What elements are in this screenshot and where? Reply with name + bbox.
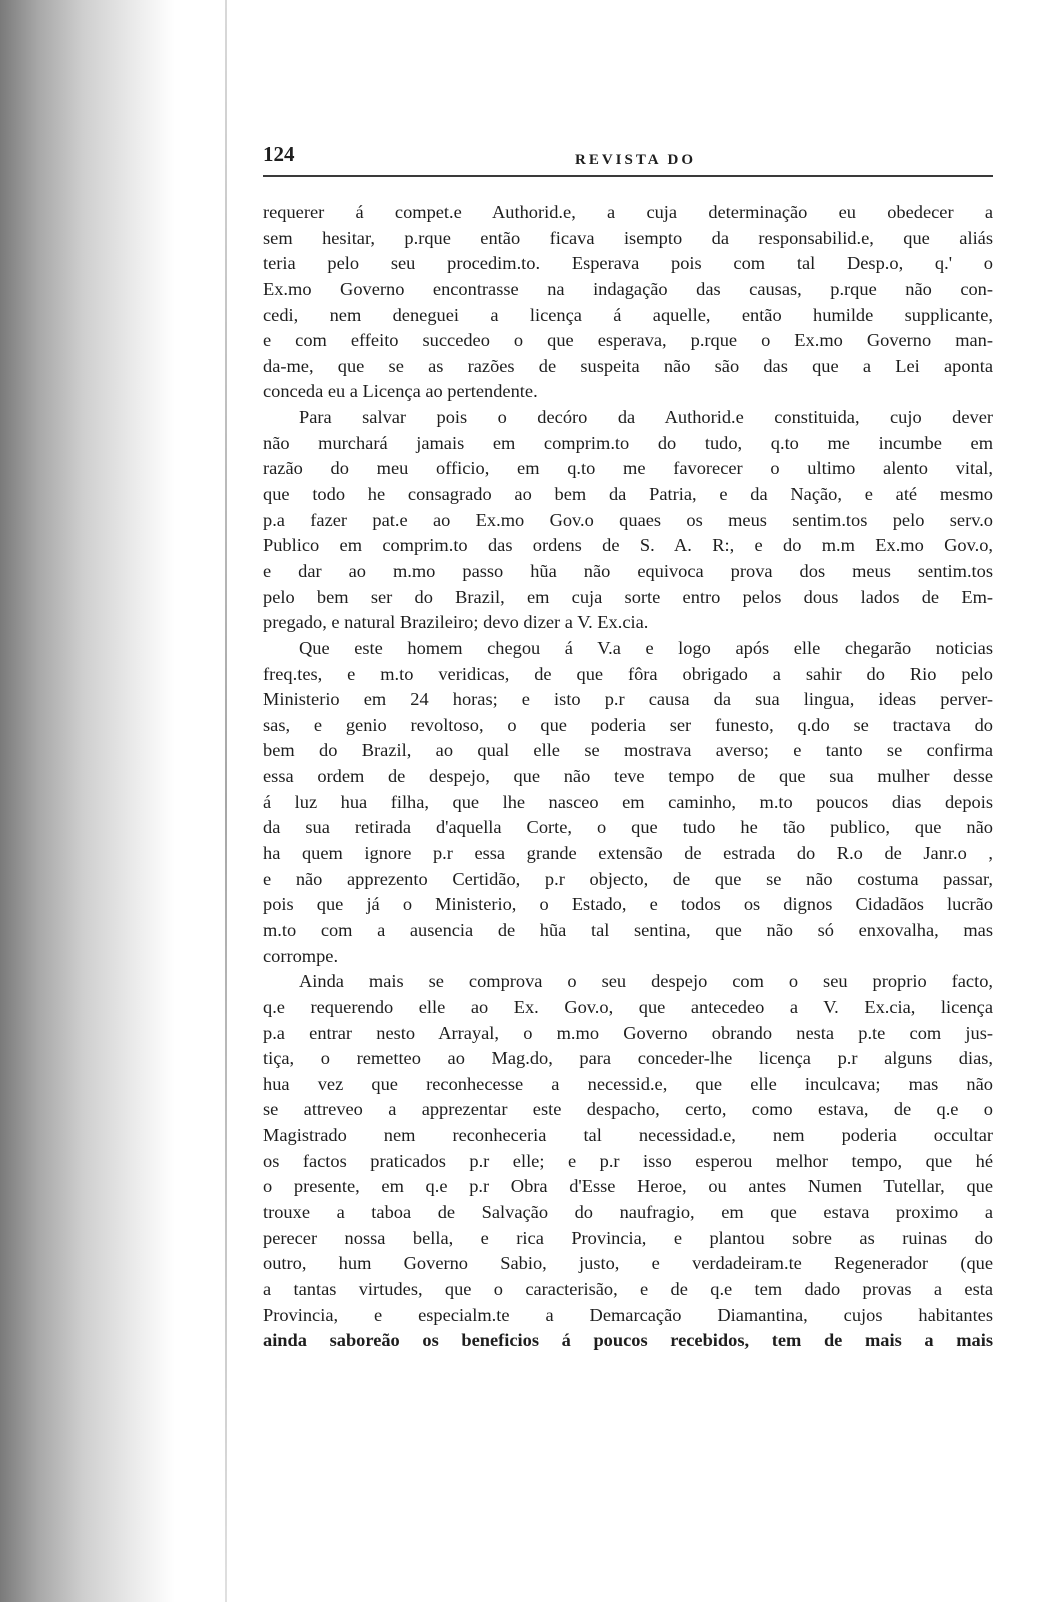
- text-line: sas, e genio revoltoso, o que poderia ser funesto, q.do se tractava do: [263, 714, 993, 735]
- page-header: [263, 142, 993, 178]
- text-line: requerer á compet.e Authorid.e, a cuja determinação eu obedecer a: [263, 202, 993, 222]
- running-title: REVISTA DO: [575, 152, 696, 168]
- text-line: não murchará jamais em comprim.to do tudo, q.to me incumbe em: [263, 432, 993, 453]
- text-line: Ministerio em 24 horas; e isto p.r causa da sua lingua, ideas perver-: [263, 689, 993, 710]
- body-text: [263, 200, 993, 1354]
- text-line: da-me, que se as razões de suspeita não são das que a Lei aponta: [263, 355, 993, 376]
- text-line: hua vez que reconhecesse a necessid.e, que elle inculcava; mas não: [263, 1073, 993, 1094]
- text-line: ainda saboreão os beneficios á poucos recebidos, tem de mais a mais: [263, 1330, 993, 1351]
- text-line: Provincia, e especialm.te a Demarcação Diamantina, cujos habitantes: [263, 1304, 993, 1325]
- text-line: Ex.mo Governo encontrasse na indagação das causas, p.rque não con-: [263, 278, 993, 299]
- text-line: razão do meu officio, em q.to me favorecer o ultimo alento vital,: [263, 458, 993, 479]
- text-line: p.a entrar nesto Arrayal, o m.mo Governo obrando nesta p.te com jus-: [263, 1022, 993, 1043]
- text-line: Para salvar pois o decóro da Authorid.e constituida, cujo dever: [299, 407, 993, 428]
- text-line: trouxe a taboa de Salvação do naufragio, em que estava proximo a: [263, 1201, 993, 1222]
- text-line: Publico em comprim.to das ordens de S. A. R:, e do m.m Ex.mo Gov.o,: [263, 535, 993, 556]
- text-line: os factos praticados p.r elle; e p.r isso esperou melhor tempo, que hé: [263, 1150, 993, 1171]
- text-line: pelo bem ser do Brazil, em cuja sorte entro pelos dous lados de Em-: [263, 586, 993, 607]
- text-line: p.a fazer pat.e ao Ex.mo Gov.o quaes os meus sentim.tos pelo serv.o: [263, 509, 993, 530]
- text-line: ha quem ignore p.r essa grande extensão de estrada do R.o de Janr.o ,: [263, 843, 993, 864]
- text-line: á luz hua filha, que lhe nasceo em caminho, m.to poucos dias depois: [263, 791, 993, 812]
- text-line: cedi, nem deneguei a licença á aquelle, então humilde supplicante,: [263, 304, 993, 325]
- text-line: freq.tes, e m.to veridicas, de que fôra obrigado a sahir do Rio pelo: [263, 663, 993, 684]
- text-line: outro, hum Governo Sabio, justo, e verdadeiram.te Regenerador (que: [263, 1253, 993, 1274]
- text-line: se attreveo a apprezentar este despacho, certo, como estava, de q.e o: [263, 1099, 993, 1120]
- text-line: e não apprezento Certidão, p.r objecto, de que se não costuma passar,: [263, 868, 993, 889]
- text-line: essa ordem de despejo, que não teve tempo de que sua mulher desse: [263, 766, 993, 787]
- text-line: corrompe.: [263, 945, 339, 966]
- book-binding-shadow: [0, 0, 175, 1602]
- text-line: da sua retirada d'aquella Corte, o que tudo he tão publico, que não: [263, 817, 993, 838]
- header-rule: [263, 175, 993, 177]
- text-line: bem do Brazil, ao qual elle se mostrava averso; e tanto se confirma: [263, 740, 993, 761]
- text-line: perecer nossa bella, e rica Provincia, e plantou sobre as ruinas do: [263, 1227, 993, 1248]
- text-line: sem hesitar, p.rque então ficava isempto da responsabilid.e, que aliás: [263, 227, 993, 248]
- text-line: que todo he consagrado ao bem da Patria, e da Nação, e até mesmo: [263, 484, 993, 505]
- text-line: q.e requerendo elle ao Ex. Gov.o, que antecedeo a V. Ex.cia, licença: [263, 996, 993, 1017]
- text-line: Ainda mais se comprova o seu despejo com o seu proprio facto,: [299, 971, 993, 992]
- text-line: pois que já o Ministerio, o Estado, e todos os dignos Cidadãos lucrão: [263, 894, 993, 915]
- text-line: m.to com a ausencia de hũa tal sentina, que não só enxovalha, mas: [263, 919, 993, 940]
- text-line: o presente, em q.e p.r Obra d'Esse Heroe, ou antes Numen Tutellar, que: [263, 1176, 993, 1197]
- page-gutter-edge: [225, 0, 227, 1602]
- text-line: e com effeito succedeo o que esperava, p.rque o Ex.mo Governo man-: [263, 330, 993, 351]
- text-line: a tantas virtudes, que o caracterisão, e de q.e tem dado provas a esta: [263, 1278, 993, 1299]
- text-line: conceda eu a Licença ao pertendente.: [263, 381, 538, 402]
- text-line: pregado, e natural Brazileiro; devo dizer a V. Ex.cia.: [263, 612, 649, 633]
- text-line: e dar ao m.mo passo hũa não equivoca prova dos meus sentim.tos: [263, 560, 993, 581]
- text-line: Magistrado nem reconheceria tal necessidad.e, nem poderia occultar: [263, 1125, 993, 1146]
- text-line: Que este homem chegou á V.a e logo após elle chegarão noticias: [299, 637, 993, 658]
- text-line: tiça, o remetteo ao Mag.do, para conceder-lhe licença p.r alguns dias,: [263, 1048, 993, 1069]
- text-line: teria pelo seu procedim.to. Esperava pois com tal Desp.o, q.' o: [263, 253, 993, 274]
- page-number: 124: [263, 142, 295, 166]
